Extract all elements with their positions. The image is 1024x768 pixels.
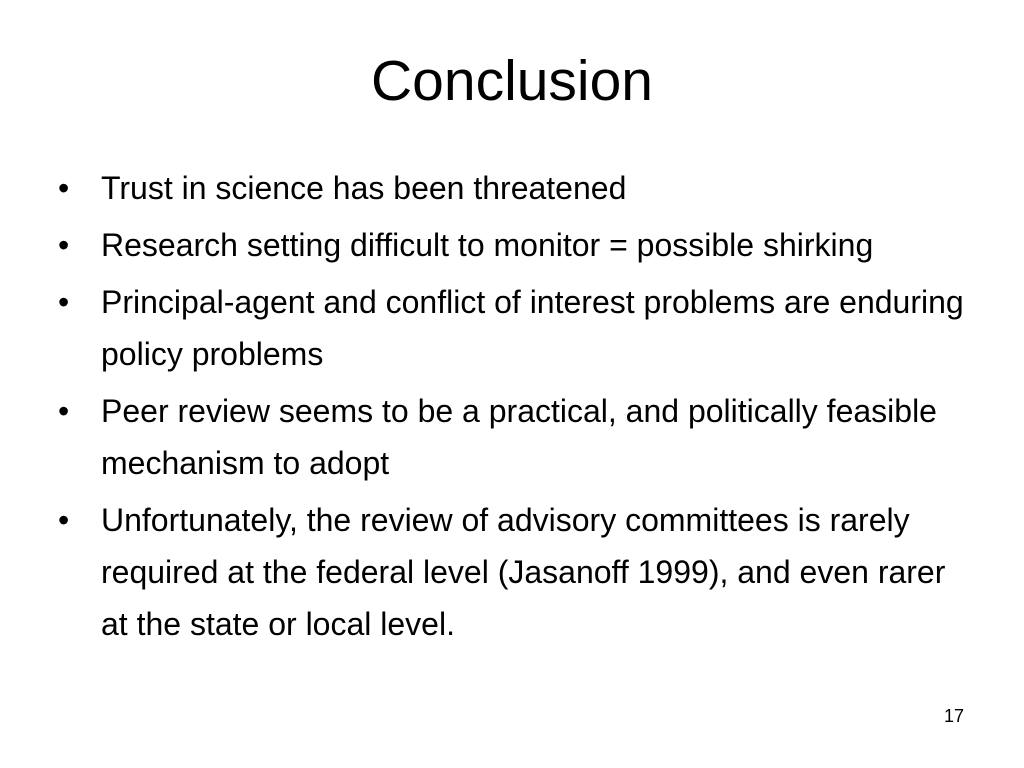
bullet-icon: • — [58, 284, 70, 320]
bullet-text: Trust in science has been threatened — [101, 170, 627, 206]
bullet-icon: • — [58, 227, 70, 263]
bullet-icon: • — [58, 170, 70, 206]
slide-title: Conclusion — [371, 49, 653, 113]
bullet-item — [58, 276, 978, 380]
bullet-text: Peer review seems to be a practical, and politically feasible mechanism to adopt — [101, 393, 937, 481]
bullet-item — [58, 385, 978, 489]
bullet-list — [58, 162, 978, 655]
bullet-text: Unfortunately, the review of advisory committees is rarely required at the federal level (Jasanoff 1999), and even rarer at the state or local level. — [101, 502, 946, 642]
bullet-text: Research setting difficult to monitor = possible shirking — [101, 227, 874, 263]
bullet-text: Principal-agent and conflict of interest problems are enduring policy problems — [101, 284, 964, 372]
bullet-icon: • — [58, 502, 70, 538]
bullet-item — [58, 219, 978, 271]
bullet-item — [58, 162, 978, 214]
bullet-item — [58, 494, 978, 650]
bullet-icon: • — [58, 393, 70, 429]
page-number: 17 — [943, 706, 964, 726]
